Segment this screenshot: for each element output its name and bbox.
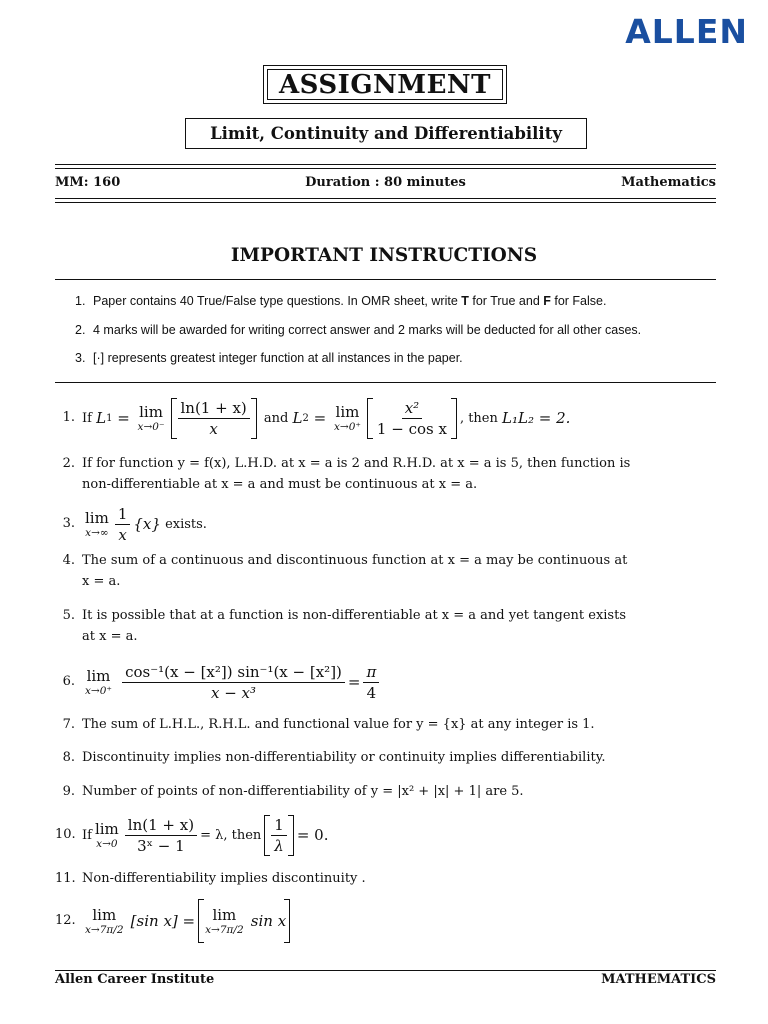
question-1: 1. If L 1 = lim x→0⁻ $\frac{\ln(1 + x)}{x}$ and L 2 = lim x→0⁺ $\frac{\text{x²}}{\text{1 − cos x}}$ , then L₁L₂ = 2. — [62, 398, 571, 438]
instructions-list — [75, 294, 725, 380]
question-4: 4. The sum of a continuous and discontinuous function at x = a may be continuous at x = a. — [62, 553, 628, 589]
question-10: 10. If lim x→0 $\frac{\ln(1 + x)}{\text{3ˣ − 1}}$ = λ, then $\frac{1}{\lambda}$ = 0. — [55, 815, 329, 855]
divider-meta-2 — [55, 202, 716, 203]
question-2: 2. If for function y = f(x), L.H.D. at x = a is 2 and R.H.D. at x = a is 5, then function is non-differentiable at x = a and must be continuous at x = a. — [62, 456, 631, 492]
question-9: 9. Number of points of non-differentiability of y = |x² + |x| + 1| are 5. — [62, 784, 524, 799]
subject: Mathematics — [621, 175, 716, 190]
footer-institute: Allen Career Institute — [55, 972, 215, 987]
logo-text: ALLEN — [625, 12, 748, 51]
question-3: 3. lim x→∞ $\frac{1}{x}$ {x} exists. — [62, 504, 207, 544]
divider-top-1 — [55, 164, 716, 165]
footer-divider — [55, 970, 716, 971]
instruction-item: 2. 4 marks will be awarded for writing correct answer and 2 marks will be deducted for all other cases. — [75, 322, 642, 337]
question-5: 5. It is possible that at a function is non-differentiable at x = a and yet tangent exists at x = a. — [62, 608, 626, 644]
max-marks: MM: 160 — [55, 175, 121, 190]
question-6: 6. lim x→0⁺ $\frac{\text{cos⁻¹(x − [x²]) sin⁻¹(x − [x²])}}{\text{x − x³}}$ = $\frac{\pi}{4}$ — [55, 656, 720, 708]
footer-subject: MATHEMATICS — [601, 972, 716, 987]
page-title: ASSIGNMENT — [267, 69, 503, 100]
page-subtitle: Limit, Continuity and Differentiability — [185, 118, 587, 149]
instruction-item: 3. [·] represents greatest integer function at all instances in the paper. — [75, 351, 463, 365]
assignment-title-box — [263, 65, 507, 104]
divider-meta-1 — [55, 198, 716, 199]
meta-row — [55, 175, 716, 190]
footer — [55, 972, 716, 987]
allen-logo — [625, 12, 748, 51]
instruction-item: 1. Paper contains 40 True/False type questions. In OMR sheet, write T for True and F for False. — [75, 294, 607, 308]
divider-top-2 — [55, 168, 716, 169]
question-12: 12. lim x→7π/2 [sin x] = lim x→7π/2 sin x — [55, 898, 720, 944]
instructions-heading: IMPORTANT INSTRUCTIONS — [230, 245, 538, 266]
question-11: 11. Non-differentiability implies discontinuity . — [55, 871, 366, 886]
question-7: 7. The sum of L.H.L., R.H.L. and functional value for y = {x} at any integer is 1. — [62, 717, 595, 732]
duration: Duration : 80 minutes — [305, 175, 466, 190]
question-8: 8. Discontinuity implies non-differentiability or continuity implies differentiability. — [62, 750, 606, 765]
divider-instructions — [55, 279, 716, 280]
divider-questions — [55, 382, 716, 383]
